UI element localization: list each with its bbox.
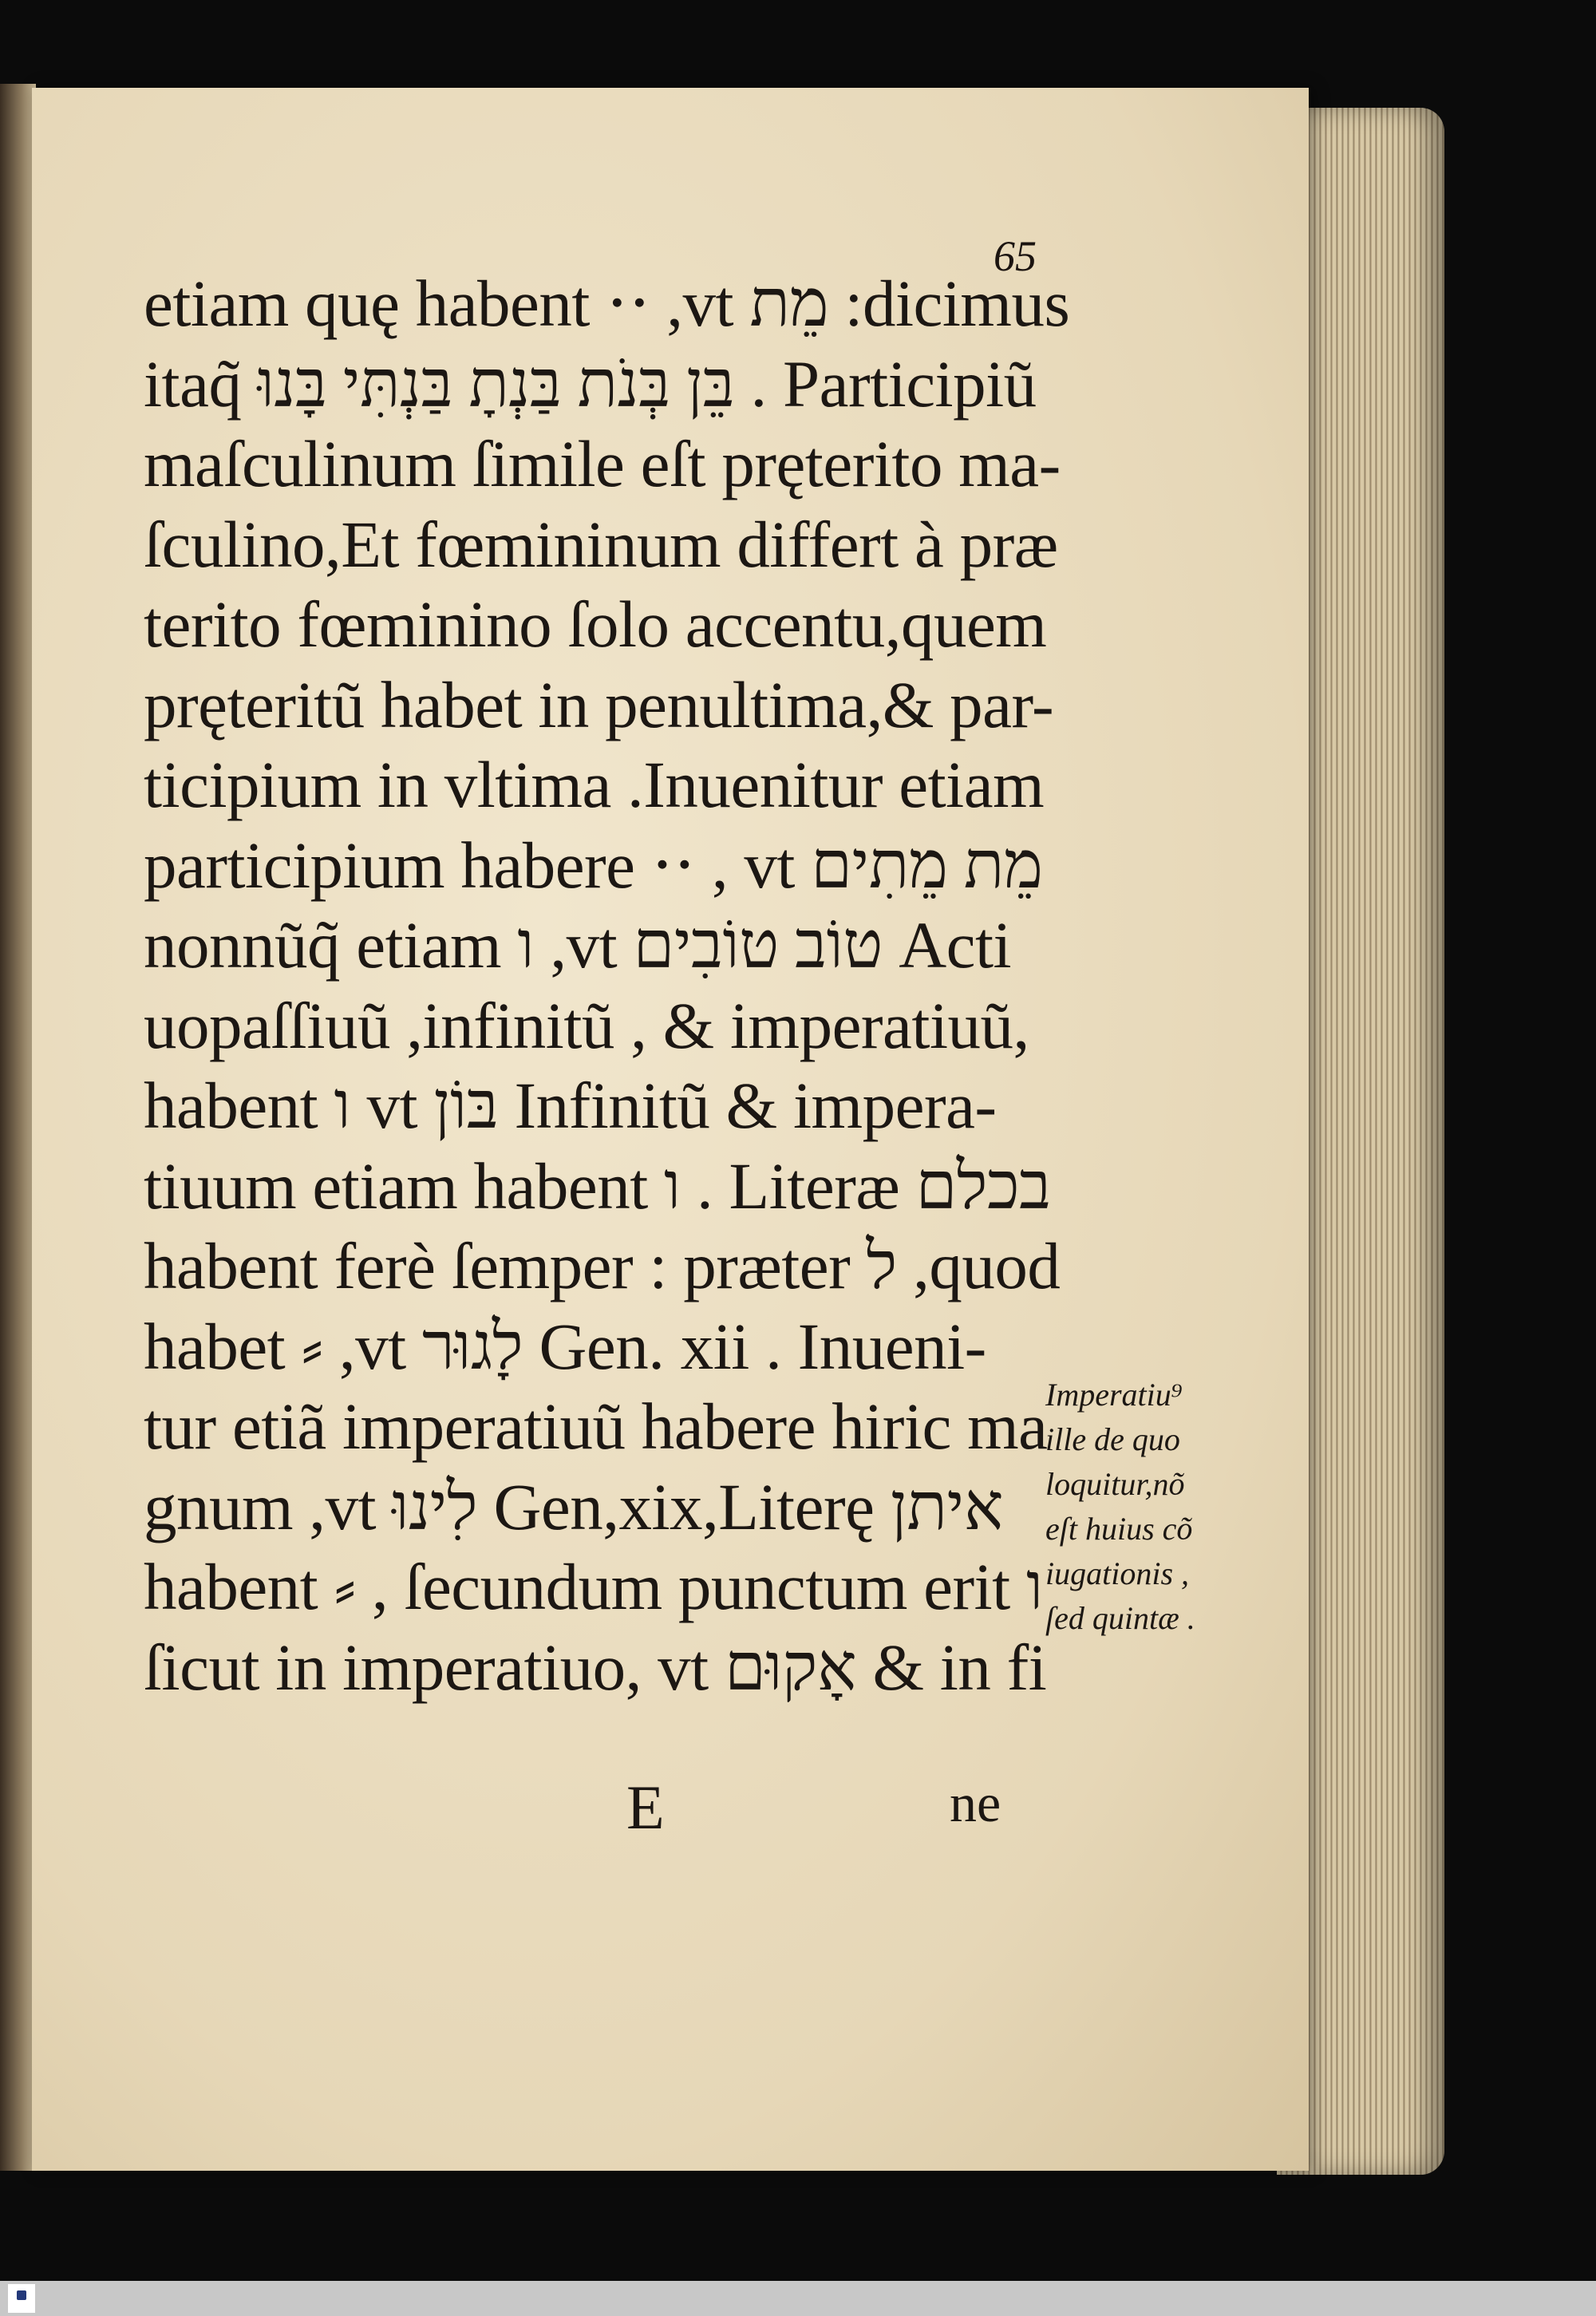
text-line: habet ⸗ ,vt לָגוּר Gen. xii . Inueni- [144,1309,986,1383]
catchword: ne [950,1773,1001,1833]
text-line: habent ferè ſemper : præter ל ,quod [144,1229,1061,1302]
marginal-note [1045,1373,1253,1641]
text-line: etiam quę habent ⋅⋅ ,vt מֵת :dicimus [144,267,1070,340]
main-text-block [144,263,1070,1707]
marginal-note-line: ſed quintæ . [1045,1600,1195,1636]
marginal-note-line: Imperatiu⁹ [1045,1377,1183,1413]
page-number: 65 [994,232,1037,280]
text-line: terito fœminino ſolo accentu,quem [144,587,1047,661]
text-line: uopaſſiuũ ,infinitũ , & imperatiuũ, [144,988,1029,1062]
text-line: itaq̃ בֵּן בְּנֹת בַּנְתָ בַּנְתִּי בָּנוּ . Participiũ [144,346,1037,421]
text-line: ticipium in vltima .Inuenitur etiam [144,748,1045,821]
text-line: pręteritũ habet in penultima,& par- [144,667,1054,741]
book-binding-edge [0,84,36,2171]
text-line: gnum ,vt לִינוּ Gen,xix,Literę איתן [144,1469,1004,1543]
text-line: maſculinum ſimile eſt pręterito ma- [144,427,1061,500]
text-line: tiuum etiam habent ו . Literæ בכלם [144,1148,1051,1223]
text-line: nonnũq̃ etiam ו ,vt טוֹב טוֹבִים Acti [144,908,1012,982]
marginal-note-line: ille de quo [1045,1421,1180,1457]
library-logo-icon [8,2284,35,2313]
text-line: habent ו vt בּוֹן Infinitũ & impera- [144,1069,997,1142]
marginal-note-line: eſt huius cõ [1045,1511,1193,1547]
marginal-note-line: loquitur,nõ [1045,1466,1185,1502]
text-line: participium habere ⋅⋅ , vt מֵת מֵתִים [144,828,1043,902]
text-line: tur etiã imperatiuũ habere hiric ma [144,1389,1048,1463]
marginal-note-line: iugationis , [1045,1555,1190,1591]
text-line: habent ⸗ , ſecundum punctum erit ו [144,1550,1043,1623]
viewer-footer-bar [0,2281,1596,2316]
text-line: ſicut in imperatiuo, vt אָקוּם & in fi [144,1630,1047,1704]
text-line: ſculino,Et fœmininum differt à præ [144,507,1058,581]
signature-mark: E [626,1773,665,1842]
